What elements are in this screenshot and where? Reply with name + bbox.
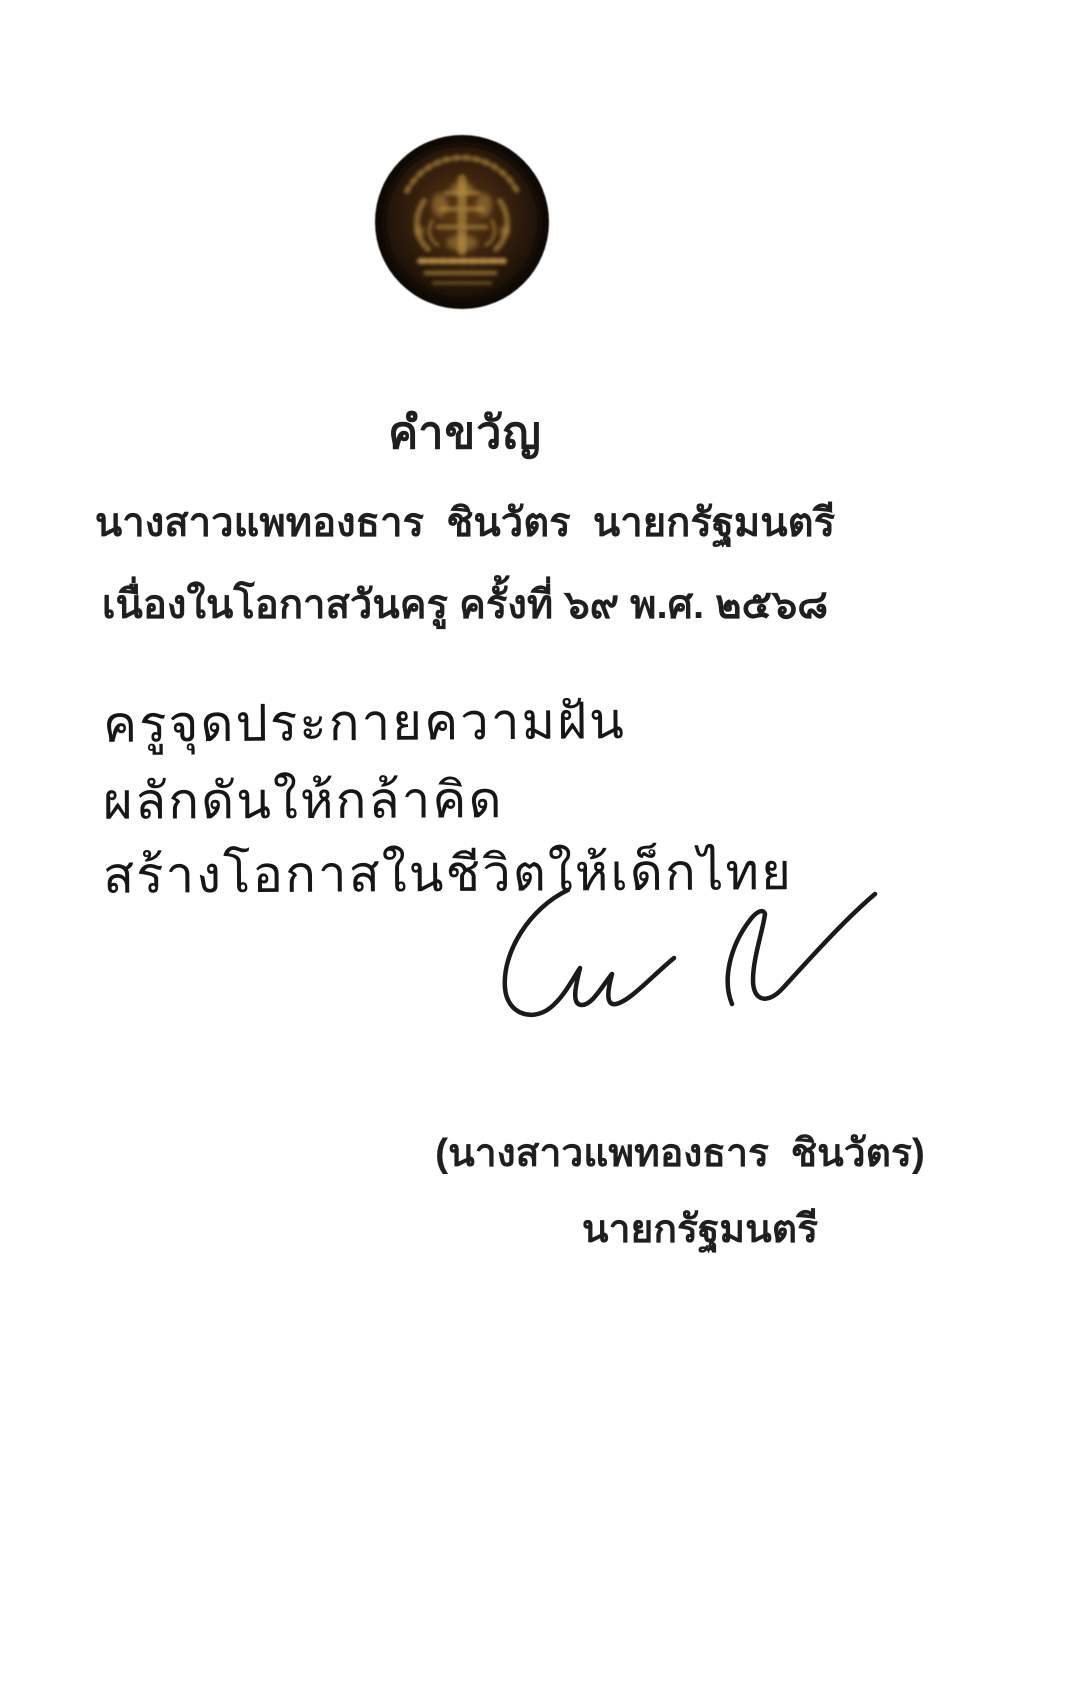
- signature: [450, 882, 880, 1032]
- motto-line-1: ครูจุดประกายความฝัน: [102, 692, 627, 753]
- motto-line-2: ผลักดันให้กล้าคิด: [102, 771, 504, 830]
- occasion-line: เนื่องในโอกาสวันครู ครั้งที่ ๖๙ พ.ศ. ๒๕๖๘: [101, 583, 829, 627]
- signature-icon: [450, 882, 880, 1032]
- seal-icon: [372, 130, 552, 312]
- signer-position: นายกรัฐมนตรี: [581, 1208, 819, 1251]
- signer-name: (นางสาวแพทองธาร ชินวัตร): [435, 1132, 925, 1175]
- motto-line-3: สร้างโอกาสในชีวิตให้เด็กไทย: [102, 843, 794, 904]
- document-title: คำขวัญ: [388, 407, 542, 458]
- royal-seal-emblem: [372, 130, 552, 312]
- author-line: นางสาวแพทองธาร ชินวัตร นายกรัฐมนตรี: [94, 501, 836, 545]
